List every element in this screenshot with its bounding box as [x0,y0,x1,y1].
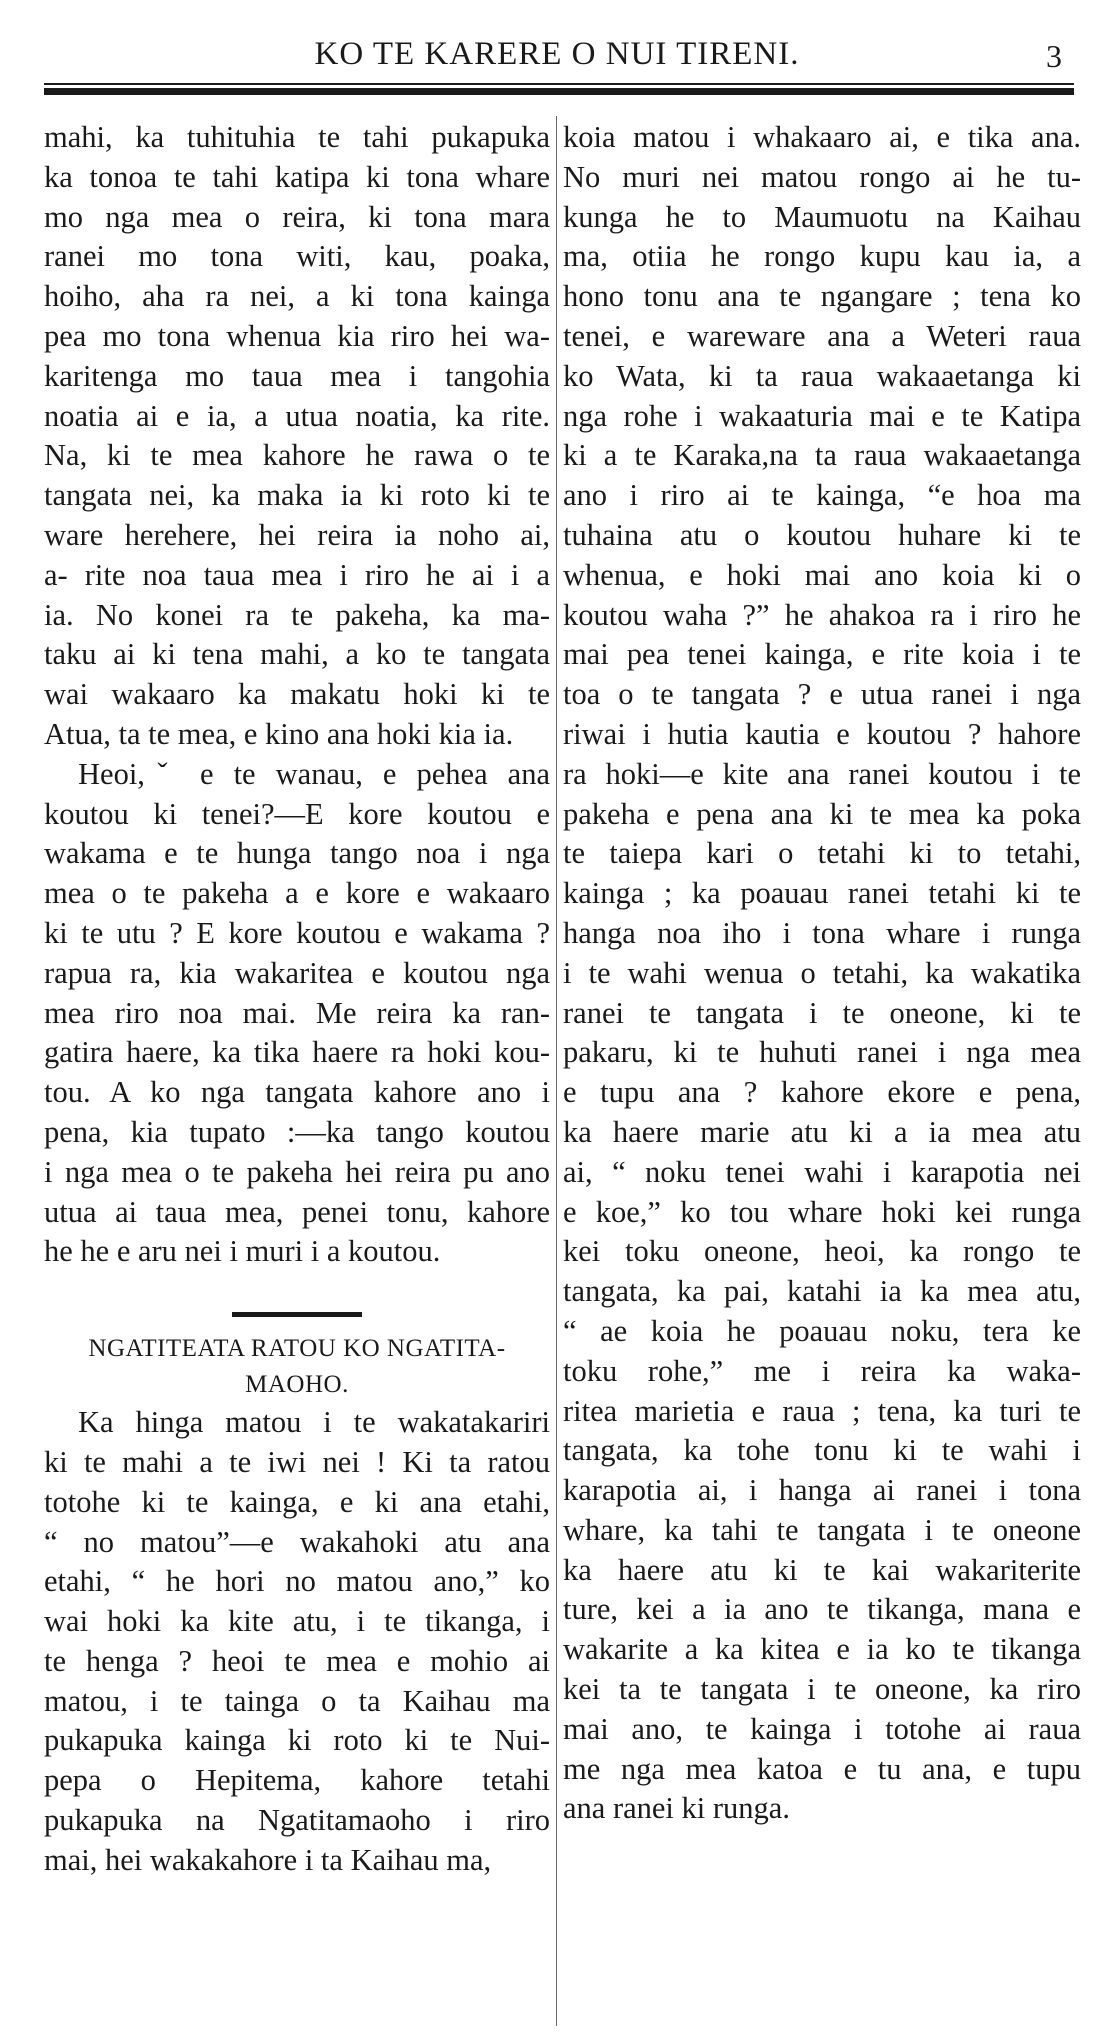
text-line: ka haere atu ki te kai wakariterite [563,1552,1081,1587]
text-line: wai hoki ka kite atu, i te tikanga, i [44,1604,550,1639]
text-line: pepa o Hepitema, kahore tetahi [44,1763,550,1798]
text-line: he he e aru nei i muri i a koutou. [44,1234,441,1269]
text-line: nga rohe i wakaaturia mai e te Katipa [563,398,1081,433]
text-line: kunga he to Maumuotu na Kaihau [563,199,1081,234]
text-line: hono tonu ana te ngangare ; tena ko [563,279,1081,314]
text-line: utua ai taua mea, penei tonu, kahore [44,1194,550,1229]
text-line: ritea marietia e raua ; tena, ka turi te [563,1393,1081,1428]
text-line: karapotia ai, i hanga ai ranei i tona [563,1473,1081,1508]
text-line: ture, kei a ia ano te tikanga, mana e [563,1592,1081,1627]
text-line: i nga mea o te pakeha hei reira pu ano [44,1154,550,1189]
text-line: mo nga mea o reira, ki tona mara [44,199,550,234]
text-line: pukapuka kainga ki roto ki te Nui- [44,1723,550,1758]
text-line: rapua ra, kia wakaritea e koutou nga [44,955,550,990]
text-line: mai pea tenei kainga, e rite koia i te [563,637,1081,672]
text-line: taku ai ki tena mahi, a ko te tangata [44,637,550,672]
text-line: mai, hei wakakahore i ta Kaihau ma, [44,1842,492,1877]
text-line: pena, kia tupato :—ka tango koutou [44,1114,550,1149]
header-rule-thin [44,83,1074,85]
text-line: ana ranei ki runga. [563,1791,790,1826]
text-line: e tupu ana ? kahore ekore e pena, [563,1075,1081,1110]
text-line: koutou ki tenei?—E kore koutou e [44,796,550,831]
text-line: pea mo tona whenua kia riro hei wa- [44,318,550,353]
text-line: a- rite noa taua mea i riro he ai i a [44,557,550,592]
text-line: Heoi,ˇ e te wanau, e pehea ana [78,756,550,791]
paragraph-2 [44,755,550,1272]
text-line: mai ano, te kainga i totohe ai raua [563,1711,1081,1746]
text-line: totohe ki te kainga, e ki ana etahi, [44,1484,550,1519]
text-line: matou, i te tainga o ta Kaihau ma [44,1683,550,1718]
page-number: 3 [1046,38,1062,74]
text-line: hanga noa iho i tona whare i runga [563,915,1081,950]
text-line: tuhaina atu o koutou huhare ki te [563,517,1081,552]
text-line: “ no matou”—e wakahoki atu ana [44,1524,550,1559]
header-rule-thick [44,88,1074,95]
text-line: whenua, e hoki mai ano koia ki o [563,557,1081,592]
text-line: gatira haere, ka tika haere ra hoki kou- [44,1035,550,1070]
text-line: mea riro noa mai. Me reira ka ran- [44,995,550,1030]
text-line: whare, ka tahi te tangata i te oneone [563,1512,1081,1547]
section-heading-line: MAOHO. [245,1371,349,1399]
text-line: e koe,” ko tou whare hoki kei runga [563,1194,1081,1229]
right-column [563,118,1081,1829]
text-line: ranei te tangata i te oneone, ki te [563,995,1081,1030]
text-line: hoiho, aha ra nei, a ki tona kainga [44,279,550,314]
paragraph-1 [44,118,550,755]
text-line: ai, “ noku tenei wahi i karapotia nei [563,1154,1081,1189]
text-line: “ ae koia he poauau noku, tera ke [563,1313,1081,1348]
text-line: ma, otiia he rongo kupu kau ia, a [563,239,1081,274]
text-line: kei ta te tangata i te oneone, ka riro [563,1672,1081,1707]
text-line: No muri nei matou rongo ai he tu- [563,159,1081,194]
text-line: pakeha e pena ana ki te mea ka poka [563,796,1081,831]
text-line: ka haere marie atu ki a ia mea atu [563,1114,1081,1149]
paragraph-3 [44,1403,550,1881]
section-heading [44,1331,550,1403]
text-line: karitenga mo taua mea i tangohia [44,358,550,393]
text-line: pukapuka na Ngatitamaoho i riro [44,1803,550,1838]
text-line: toa o te tangata ? e utua ranei i nga [563,677,1081,712]
text-line: i te wahi wenua o tetahi, ka wakatika [563,955,1081,990]
text-line: ki te utu ? E kore koutou e wakama ? [44,915,550,950]
text-line: riwai i hutia kautia e koutou ? hahore [563,716,1081,751]
text-line: wakarite a ka kitea e ia ko te tikanga [563,1632,1081,1667]
text-line: tangata, ka tohe tonu ki te wahi i [563,1433,1081,1468]
text-line: te henga ? heoi te mea e mohio ai [44,1643,550,1678]
text-line: ka tonoa te tahi katipa ki tona whare [44,159,550,194]
text-line: koia matou i whakaaro ai, e tika ana. [563,120,1081,154]
text-line: koutou waha ?” he ahakoa ra i riro he [563,597,1081,632]
text-line: wai wakaaro ka makatu hoki ki te [44,677,550,712]
text-line: Ka hinga matou i te wakatakariri [78,1405,550,1440]
text-line: ko Wata, ki ta raua wakaaetanga ki [563,358,1081,393]
text-line: kainga ; ka poauau ranei tetahi ki te [563,876,1081,911]
text-line: pakaru, ki te huhuti ranei i nga mea [563,1035,1081,1070]
text-line: ra hoki—e kite ana ranei koutou i te [563,756,1081,791]
text-line: wakama e te hunga tango noa i nga [44,836,550,871]
text-line: ia. No konei ra te pakeha, ka ma- [44,597,550,632]
text-line: tangata, ka pai, katahi ia ka mea atu, [563,1274,1081,1309]
newspaper-title: KO TE KARERE O NUI TIRENI. [314,36,800,72]
text-line: tenei, e wareware ana a Weteri raua [563,318,1081,353]
text-line: ki te mahi a te iwi nei ! Ki ta ratou [44,1444,550,1479]
text-line: te taiepa kari o tetahi ki to tetahi, [563,836,1081,871]
text-line: toku rohe,” me i reira ka waka- [563,1353,1081,1388]
text-line: noatia ai e ia, a utua noatia, ka rite. [44,398,550,433]
left-column [44,118,550,1881]
text-line: Na, ki te mea kahore he rawa o te [44,438,550,473]
text-line: ki a te Karaka,na ta raua wakaaetanga [563,438,1081,473]
text-line: me nga mea katoa e tu ana, e tupu [563,1751,1081,1786]
text-line: etahi, “ he hori no matou ano,” ko [44,1564,550,1599]
text-line: ranei mo tona witi, kau, poaka, [44,239,550,274]
right-paragraph [563,118,1081,1829]
text-line: mahi, ka tuhituhia te tahi pukapuka [44,120,550,154]
text-line: kei toku oneone, heoi, ka rongo te [563,1234,1081,1269]
text-line: mea o te pakeha a e kore e wakaaro [44,876,550,911]
text-line: tangata nei, ka maka ia ki roto ki te [44,478,550,513]
text-line: ano i riro ai te kainga, “e hoa ma [563,478,1081,513]
column-divider [556,116,557,2026]
text-line: Atua, ta te mea, e kino ana hoki kia ia. [44,716,514,751]
text-line: ware herehere, hei reira ia noho ai, [44,517,550,552]
section-heading-line: NGATITEATA RATOU KO NGATITA- [88,1335,506,1363]
section-divider [232,1312,362,1317]
text-line: tou. A ko nga tangata kahore ano i [44,1075,550,1110]
page-header [0,0,1114,100]
